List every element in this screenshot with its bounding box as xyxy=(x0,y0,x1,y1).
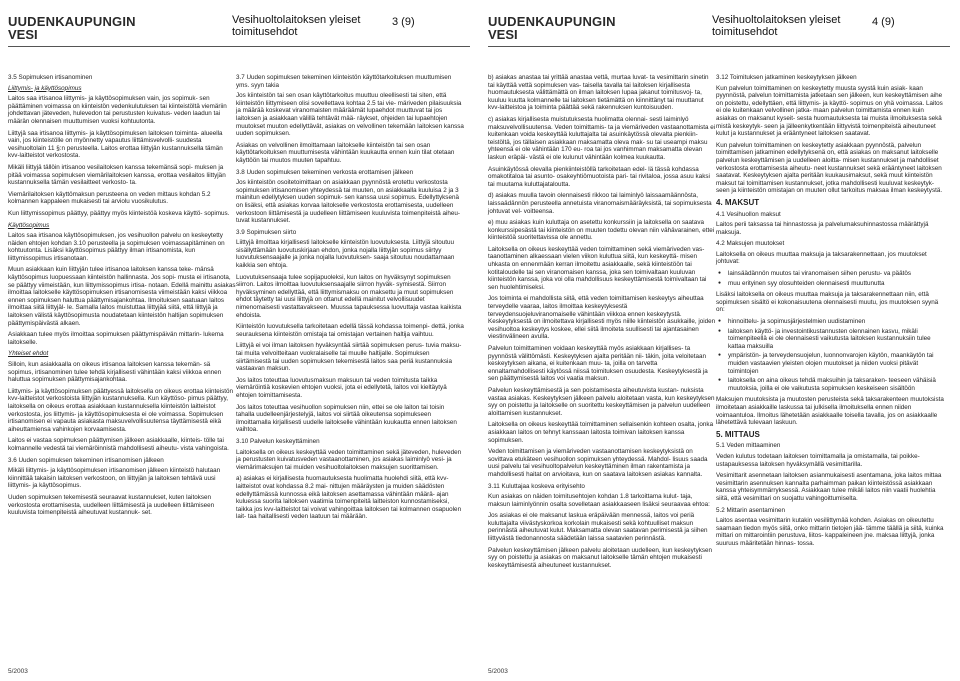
heading: 3.7 Uuden sopimuksen tekeminen kiinteistön käyttötarkoituksen muuttumisen yms. syyn takia xyxy=(236,74,452,89)
page-number: 4 (9) xyxy=(872,16,895,28)
paragraph: Jos laitos toteuttaa luovutusmaksun maksuun tai veden toimitusta taikka viemäröintiä koskevien ehtojen vuoksi, jota ei edellytetä, laitos voi kieltäytyä ehtojen toimittamisesta. xyxy=(236,376,447,399)
page-header xyxy=(0,12,480,42)
logo-line1: UUDENKAUPUNGIN xyxy=(8,14,136,29)
paragraph: Uuden sopimuksen tekemisestä seuraavat kustannukset, kuten laitoksen verkostosta erottamisesta, uudelleen liittämisestä ja uudelleen liittämiseen kuuluvista toimenpiteistä aiheutuvat kustannuk- set. xyxy=(8,493,215,517)
logo-line2: VESI xyxy=(488,27,518,42)
header-rule xyxy=(8,46,470,47)
paragraph: Kun palvelun toimittaminen on keskeytetty muusta syystä kuin asiak- kaan pyynnöstä, palvelun toimittamista jatketaan sen jälkeen, kun keskeyttämisen aihe on poistettu, edellyttäen, että liittymis- ja käyttö- sopimus on yhä voimassa. Laitos ei ole kuitenkaan velvollinen jatka- maan palvelun toimittamista ennen kuin asiakas on maksanut kyseit- sesta huomautuksesta tai muista ilmoituksesta sekä mistä keskeytyk- seen ja jälleenkytkentään liittyvistä toimenpiteistä aiheutuneet kulut ja kustannukset ja erääntyneet laitoksen saatavat. xyxy=(716,84,943,138)
paragraph: Kun liittymissopimus päättyy, päättyy myös kiinteistöä koskeva käyttö- sopimus. xyxy=(8,209,230,217)
paragraph: Vesimittarit asennetaan laitoksen asianmukaisesti asentamana, joka laitos mittaa vesimittarin asennuksen kannalta parhaimman paikan kiinteistössä asiakkaan kanssa yhteisymmärryksessä. Asiakkaan tulee mikäli laitos niin vaatii huolehtia siitä, että vesimittari on suojattu vahingoittumiselta. xyxy=(716,472,942,502)
text-column xyxy=(488,74,716,573)
paragraph: Mikäli liittyjä tällöin irtisanoo vesilaitoksen kanssa tekemänsä sopi- muksen ja pitää voimassa sopimuksen viemärilaitoksen kanssa, erottaa vesilaitos liittyjän kustannuksella tämän vesilaitteet verkosto- ta. xyxy=(8,163,226,187)
paragraph: Laitos perii taksassa tai hinnastossa ja palvelumaksuhinnastossa määrättyjä maksuja. xyxy=(716,221,929,236)
paragraph: b) asiakas anastaa tai yrittää anastaa vettä, murtaa luvat- ta vesimittarin sinetin tai käyttää vettä sopimuksen vas- taisella tavalla tai laitoksen kirjallisesta huomautuksesta välittämättä on ilman laitoksen lupaa jakanut toimitusvoj- ta, kuuluu kuutta kolmannelle tai laitoksen tietämättä on kiinnittänyt tai muuttanut kvv-laitteistoa ja toiminta päättää sekä rakennuksen kuntoisuuden. xyxy=(488,74,709,112)
paragraph: Liittymis- ja käyttösopimuksen päättyessä laitoksella on oikeus erottaa kiinteistön kvv-laitteistot verkostoista liittyjän kustannuksella. Kun käyttöso- pimus päättyy, laitoksella on oikeus erottaa asiakkaan kustannuksella kiinteistön laitteistot verkostosta, jos liittymis- ja käyttösopimuksesta ei ole voimassa. Sopimuksen irtisanomisen ei vapauta asiakasta maksuvelvollisuutensa täyttämisestä eikä aiheuttamiensa vahinkojen korvaamisesta. xyxy=(8,387,234,433)
paragraph: Kun asiakas on näiden toimitusehtojen kohdan 1.8 tarkoittama kulut- taja, maksun laiminlyönnin osalta sovelletaan asiakkaaseen lisäksi seuraavaa ehtoa: xyxy=(488,493,710,508)
heading: 3.11 Kuluttajaa koskeva erityisehto xyxy=(488,482,585,490)
paragraph: Lisäksi laitoksella on oikeus muuttaa maksuja ja taksarakennettaan niin, että sopimuksen sisältö ei kokonaisuutena olennaisesti muutu, jos muutoksen syynä on: xyxy=(716,291,939,314)
paragraph: Laitos saa irtisanoa liittymis- ja käyttösopimuksen vain, jos sopimuk- sen päättäminen voimassa on kiinteistön vedenkulutuksen tai kiinteistöltä viemäriin johdettavan jäteveden, hulevedon tai perustusten kuivatus- veden laadun tai määrän olennaisen muuttumisen vuoksi kohtuutonta. xyxy=(8,95,227,125)
paragraph: Veden kulutus todetaan laitoksen toimittamalla ja omistamalla, tai poikke- ustapauksessa laitoksen hyväksymällä vesimittarilla. xyxy=(716,452,920,468)
heading: 3.12 Toimituksen jatkaminen keskeytyksen jälkeen xyxy=(716,74,857,81)
bullet-list xyxy=(716,318,944,392)
heading: 4.1 Vesihuollon maksut xyxy=(716,210,781,218)
text-column xyxy=(236,74,464,525)
section-heading: 4. MAKSUT xyxy=(716,197,760,207)
paragraph: Liittyjä ilmoittaa kirjallisesti laitokselle kiinteistön luovutuksesta. Liittyjä sitoutuu sisällyttämään luovutuskirjaan ehdon, jonka nojalla liittyjän sopimus siirtyy luovutuksensaajalle ja jonka nojalla luovutuksen- saaja sitoutuu noudattamaan kaikkia sen ehtoja. xyxy=(236,239,455,270)
paragraph: Jos kiinteistön osoitetoimittaan on asiakkaan pyynnöstä erotettu verkostosta sopimuksen irtisanomisen yhteydessä tai muuten, on asiakkaalla kuuluisa 2 ja 3 mainitun edellytyksen uuden sopimuk- sen kanssa uusi sopimus. Edellyttyksenä on lisäksi, että asiakas korvaa laitokselle verkostosta erottamisesta, uudelleen verkostoon liittämisestä ja uudelleen liittämiseen kuuluvista toimenpiteistä aiheu- tuvat kustannukset. xyxy=(236,179,461,225)
paragraph: Liittyjä saa irtisanoa liittymis- ja käyttösopimuksen laitoksen toiminta- alueella vain, jos kiinteistölle on myönnetty vapautus liittämisvelvolli- suudesta vesihuoltolain 11 §:n perusteella. Laitos erottaa liittyjän kustannuksella tämän kvv-laitteistot verkostosta. xyxy=(8,129,223,160)
paragraph: Laitoksella on oikeus keskeyttää toimittaminen sellaisenkin kohteen osalta, jonka asiakkaan laitos on tehnyt kanssaan laitosta toimivan laitoksen kanssa sopimuksen. xyxy=(488,421,714,444)
paragraph: Muun asiakkaan kuin liittyjän tulee irtisanoa laitoksen kanssa teke- mänsä käyttösopimus luopuessaan kiinteistön hallinnasta. Jos sopi- musta ei irtisanota, se päättyy viimeistään, kun liittymissopimus irtisa- notaan. Edellä mainittu asiakas ilmoittaa laitokselle käyttösopimuksen irtisanomisesta viimeistään kaksi viikkoa ennen sopimuksen haluttua päättymisajankohtaa. Ilmoituksen saatuaan laitos ilmoittaa siitä liittyjäl- le. Samalla laitos muistuttaa liittyjää siitä, että liittyjä ja laitoksen välistä käyttösopimusta noudatetaan kiinteistön haltijan sopimuksen päättymispäivästä alkaen. xyxy=(8,266,236,327)
paragraph: Maksujen muutoksista ja muutosten perusteista sekä taksarakenteen muutoksista ilmoitetaan asiakkaille laskussa tai julkisella ilmoituksella ennen niiden voimaantuloa. Ilmoitus lähetetään asiakkaalle toisella tavalla, jos on asiakkaalle lähetettävä tulevaan laskuun. xyxy=(716,396,944,427)
paragraph: Veden toimittamisen ja viemäriveden vastaanottamisen keskeytyksistä on sovittava etukäteen vesihuollon sopimuksen yhteydessä. Mahdol- lisuus saada uusi palvelu tai vesihuoltopalvelun keskeyttäminen ilman rakentamista ja mahdollisesti haitat on arvioitava, kun on saatava laitoksen asiakas kannalta. xyxy=(488,448,708,478)
document-title-line1: Vesihuoltolaitoksen yleiset xyxy=(712,14,841,26)
footer-date: 5/2003 xyxy=(8,668,28,675)
subheading: Liittymis- ja käyttösopimus xyxy=(8,84,82,92)
paragraph: Laitos ei vastaa sopimuksen päättymisen jälkeen asiakkaalle, kiinteis- tölle tai kolmannelle vedestä tai viemäröinnistä mahdollisesti aiheutu- vista vahingoista. xyxy=(8,437,229,452)
paragraph: Laitos asentaa vesimittarin kutakin vesiliittymää kohden. Asiakas on oikeutettu saamaan tiedon myös siitä, onko mittarin tietojen jää- tämme täällä ja siitä, kuinka mittari on mittarointiin perustuva, liitos- kappaleineen jne. maksaa liittyjä, jonka suuruus määritetään hinnas- tossa. xyxy=(716,517,944,547)
logo-line1: UUDENKAUPUNGIN xyxy=(488,14,616,29)
list-item: ● lainsäädännön muutos tai viranomaisen siihen perustu- va päätös xyxy=(728,270,944,278)
document-title-line2: toimitusehdot xyxy=(232,26,298,38)
section-heading: 5. MITTAUS xyxy=(716,429,760,439)
header-rule xyxy=(488,46,950,47)
logo-line2: VESI xyxy=(8,27,38,42)
paragraph: Jos asiakas ei ole maksanut laskua eräpäivään mennessä, laitos voi periä kuluttajalta viivästyskorkoa korkolain mukaisesti sekä kohtuulliset maksun perinnästä aiheutuvat kulut. Maksamatta olevan saatavan perimisestä ja siihen liittyvästä tiedonannosta säädetään laissa saatavien perinnästä. xyxy=(488,512,708,543)
paragraph: Palvelun toimittaminen voidaan keskeyttää myös asiakkaan kirjallises- ta pyynnöstä välittömästi. Keskeytyksen ajalta peritään nii- täkin, joita veloitetaan keskeytyksen aikana, ei kuitenkaan muu- ta, joilla on tarvetta ennaltamahdollisesti käytössä niissä toimituksen osuudesta. Keskeytyksestä ja sen päättymisestä laitos voi vaatia maksun. xyxy=(488,345,708,383)
subheading: Yhteiset ehdot xyxy=(8,350,49,358)
list-item: ● laitoksen käyttö- ja investointikustannusten olennainen kasvu, mikäli toimenpiteellä ei ole olennaisesti vaikutusta laitoksen kustannuksiin tulee kattaa maksuilla xyxy=(728,328,944,351)
page-header xyxy=(480,12,960,42)
paragraph: Viemärilaitoksen käyttömaksun perusteena on veden mittaus kohdan 5.2 kolmannen kappaleen mukaisesti tai arviolu vuosikulutus. xyxy=(8,190,211,206)
paragraph: Laitoksella on oikeus keskeyttää veden toimittaminen sekä jäteveden, huleveden ja perustusten kuivatusveden vastaanottaminen, jos asiakas laiminlyö vesi- ja viemärimaksujen tai muiden vesihuoltolaitoksen maksujen suorittamisen. xyxy=(236,448,462,471)
paragraph: Asiakkaan tulee myös ilmoittaa sopimuksen päättymispäivän mittarin- lukema laitokselle. xyxy=(8,331,224,346)
paragraph: Palvelun keskeyttämisen jälkeen palvelu aloitetaan uudelleen, kun keskeytyksen syy on poistettu ja asiakas on maksanut laitokselle tämän ehtojen mukaisesti keskeyttämisestä aiheutuneet kustannukset. xyxy=(488,546,713,569)
list-item: ● ympäristön- ja terveydensuojelun, luonnonvarojen käytön, maankäytön tai muiden vastaavien yleisten olojen muutokset ja niiden vuoksi pitävät toimintojen xyxy=(728,352,944,375)
paragraph: Asuinkäytössä olevalla pienkiinteistöllä tarkoitetaan edel- lä tässä kohdassa omakotitaloa tai asunto- osakeyhtiömuotoista pari- tai rivitaloa, jossa asuu kaksi tai muutama kuluttajataloutta. xyxy=(488,165,710,188)
paragraph: Kun palvelun toimittaminen on keskeytetty asiakkaan pyynnöstä, palvelun toimittamisen jatkaminen edellytyksenä on, että asiakas on maksanut laitokselle palvelun keskeyttämisen ja uudelleen aloitta- misen kustannukset ja mahdolliset verkostosta erottamisesta aiheutu- neet kustannukset sekä erääntyneet laitoksen saatavat. Keskeytyksen ajalta peritään kuukausimaksut, sekä muut kiinteistön maksut tai toimittamisen kustannukset, jotka mahdollisesti kuuluvat keskeytyk- seen ja kiinteistön omistajan on muuten ollut tarkoitus maksaa ilman keskeytystä. xyxy=(716,141,943,195)
paragraph: Luovutuksensaaja tulee sopijapuoleksi, kun laitos on hyväksynyt sopimuksen siirron. Laitos ilmoittaa luovutuksensaajalle siirron hyväk- symisestä. Siirron hyväksyminen edellyttää, että liittymismaksu on maksettu ja muut sopimuksen ehdot täytetty tai uusi liittyjä on ottanut edellä mainitut velvollisuudet nimenomaisesti vastattavakseen. Muussa tapauksessa luovuttaja vastaa kaikista ehdoista. xyxy=(236,273,462,319)
paragraph: Liittyjä ei voi ilman laitoksen hyväksyntää siirtää sopimuksen perus- tuvia maksu- tai muita velvoitteitaan vuokralaiselle tai muulle haltijalle. Sopimuksen siirtämisestä tai uuden sopimuksen tekemisestä laitos saa periä kustannuksia vastaavan maksun. xyxy=(236,342,462,373)
heading: 5.2 Mittarin asentaminen xyxy=(716,506,785,514)
list-item: ● muu erityinen syy olosuhteiden olennaisesti muuttunutta xyxy=(728,280,944,288)
paragraph: e) muu asiakas kuin kuluttaja on asetettu konkurssiin ja laitoksella on saatava konkurssipesästä tai kiinteistön on muuten todettu olevan niin vähävarainen, ettei kiinteistöä suoritettavissa ole annettu. xyxy=(488,219,715,242)
heading: 3.6 Uuden sopimuksen tekeminen irtisanomisen jälkeen xyxy=(8,456,164,464)
document-title-line2: toimitusehdot xyxy=(712,26,778,38)
document-title-line1: Vesihuoltolaitoksen yleiset xyxy=(232,14,361,26)
paragraph: Jos laitos toteuttaa vesihuollon sopimuksen niin, ettei se ole laiton tai toisin tahalla uudelleenjärjestelyjä, laitos voi siirtää oikeutensa sopimukseen ilmoittamalla kirjallisesti uudelle laitokselle vähintään kuukautta ennen laitoksen vaihtoa. xyxy=(236,403,457,434)
paragraph: Jos kiinteistön tai sen osan käyttötarkoitus muuttuu oleellisesti tai siten, että kiinteistön liittymiseen olisi sovellettava kohtaa 2.5 tai vie- märiveden pilaisuuksia ja määrää koskevat viranomaisten määräämät lupaehdot muuttuvat tai jos laitoksen ja asiakkaan välillä tehtävät mää- räykset, ohjeiden tai lupaehtojen muutokset muuton edellyttävät, asiakas on velvollinen tekemään laitoksen kanssa uuden sopimuksen. xyxy=(236,92,464,138)
paragraph: Palvelun keskeyttämisestä ja sen poistamisesta aiheutuvista kustan- nuksista vastaa asiakas. Keskeytyksen jälkeen palvelu aloitetaan vasta, kun keskeytyksen syy on poistettu ja laitokselle on suoritettu keskeyttämisen ja palvelun uudelleen aloittamisen kustannukset. xyxy=(488,386,715,417)
paragraph: Asiakas on velvollinen ilmoittamaan laitokselle kiinteistön tai sen osan käyttötarkoituksen muuttumisesta vähintään kuukautta ennen kuin tilat otetaan käyttöön tai muutos muuten tapahtuu. xyxy=(236,141,455,164)
paragraph: Silloin, kun asiakkaalla on oikeus irtisanoa laitoksen kanssa tekemän- sä sopimus, irtisanominen tulee tehdä kirjallisesti vähintään kaksi viikkoa ennen haluttua sopimuksen päättymisajankohtaa. xyxy=(8,361,222,384)
paragraph: d) asiakas muulla tavoin olennaisesti rikkoo tai laiminlyö laissaamäännösta, laissaädännön perusteella annetuista viranomaismääräyksistä, tai sopimuksesta johtuvat vel- voitteensa. xyxy=(488,192,712,215)
paragraph: Laitos saa irtisanoa käyttösopimuksen, jos vesihuollon palvelu on keskeytetty näiden ehtojen kohdan 3.10 perusteella ja sopimuksen voimassapitäminen on kohtuutonta. Lisäksi käyttösopimus päättyy ilman irtisanomista, kun liittymissopimus irtisanotaan. xyxy=(8,232,225,262)
text-column xyxy=(716,74,944,551)
paragraph: Kiinteistön luovutuksella tarkoitetaan edellä tässä kohdassa toimenpi- dettä, jonka seurauksena kiinteistön omistaja tai omistajan vertainen haltija vaihtuu. xyxy=(236,323,464,338)
footer-date: 5/2003 xyxy=(488,668,508,675)
heading: 3.8 Uuden sopimuksen tekeminen verkosta erottamisen jälkeen xyxy=(236,168,414,176)
paragraph: Mikäli liittymis- ja käyttösopimuksen irtisanomisen jälkeen kiinteistö halutaan kiinnittää takaisin laitoksen verkostoon, on liittyjän ja laitoksen tehtävä uusi liittymis- ja käyttösopimus. xyxy=(8,467,221,490)
paragraph: Laitoksella on oikeus muuttaa maksuja ja taksarakennettaan, jos muutokset johtuvat: xyxy=(716,250,927,266)
list-item: ● hinnoittelu- ja sopimusjärjestelmien uudistaminen xyxy=(728,318,944,326)
page-4 xyxy=(480,0,960,681)
heading: 5.1 Veden mittaaminen xyxy=(716,442,781,450)
heading: 3.9 Sopimuksen siirto xyxy=(236,228,297,236)
subheading: Käyttösopimus xyxy=(8,221,50,229)
heading: 3.10 Palvelun keskeyttäminen xyxy=(236,437,320,445)
paragraph: c) asiakas kirjallisesta muistutuksesta huolimatta olennai- sesti laiminlyö maksuvelvollisuutensa. Veden toimittamis- ta ja viemäriveden vastaanottamista ei kuitenkaan voida keskeyttää kuluttajalta tai asuinkäytössä olevalta pienkiin- teistöltä, jos tällaisen asiakkaan maksamatta oleva mak- su tai useampi maksu yhteensä ei ole vähintään 170 eu- roa tai jos vanhimman maksamatta olevan laskun eräpäi- västä ei ole kulunut vähintään kolmea kuukautta. xyxy=(488,115,716,161)
heading: 3.5 Sopimuksen irtisanominen xyxy=(8,74,93,81)
page-number: 3 (9) xyxy=(392,16,415,28)
heading: 4.2 Maksujen muutokset xyxy=(716,240,785,248)
list-item: ● laitoksella on aina oikeus tehdä maksuihin ja taksaraken- teeseen vähäisiä muutoksia, joilla ei ole vaikutusta sopimuksen keskeiseen sisältöön xyxy=(728,377,944,392)
paragraph: Jos toiminta ei mahdollista siitä, että veden toimittamisen keskeytys aiheuttaa terveydelle vaaraa, laitos ilmoittaa keskeytyksestä terveydensuojeluviranomaiselle vähintään viikkoa ennen keskeytystä. Keskeytyksestä on ilmoitettava kirjallisesti myös niille kiinteistön asukkaille, joiden vesihuoltoa keskeytys koskee, ellei siitä ilmoiteta suullisesti tai ajantasainen viestinvälineen avulla. xyxy=(488,295,716,341)
bullet-list xyxy=(716,270,944,287)
text-column xyxy=(8,74,236,521)
paragraph: Laitoksella on oikeus keskeyttää veden toimittaminen sekä viemäriveden vas- taanottaminen alkaessaan vielen viikon kuluttua siitä, kun keskeyttä- misen uhkasta on ennenmään kerran ilmoitettu asiakkaalle, sekä kiinteistöön tai kotitaloudelle tai sen viranomaisen kanssa, joka sen toimivaltaan kuuluvan kiinteistön kanssa, joka voi olla mahdollisuus keskeyttämisestä toimivaltaan tai sen huolehtimiseksi. xyxy=(488,245,707,291)
paragraph: a) asiakas ei kirjallisesta huomautuksesta huolimatta huolehdi siitä, että kvv-laitteistot ovat kohdassa 8.2 mai- nittujen määräysten ja muiden säädösten edellyttämässä kunnossa eikä laitoksen asettamassa vähintään määrä- ajan kuluessa suorita laitoksen vaatimia toimenpiteitä laitteiston kunnostamiseksi, taikka jos kvv-laitteistot tai voivat vahingoittaa laitoksen tai kolmannen osapuolen lait- taa haitallisesti veden laatuun tai määrään. xyxy=(236,475,462,521)
